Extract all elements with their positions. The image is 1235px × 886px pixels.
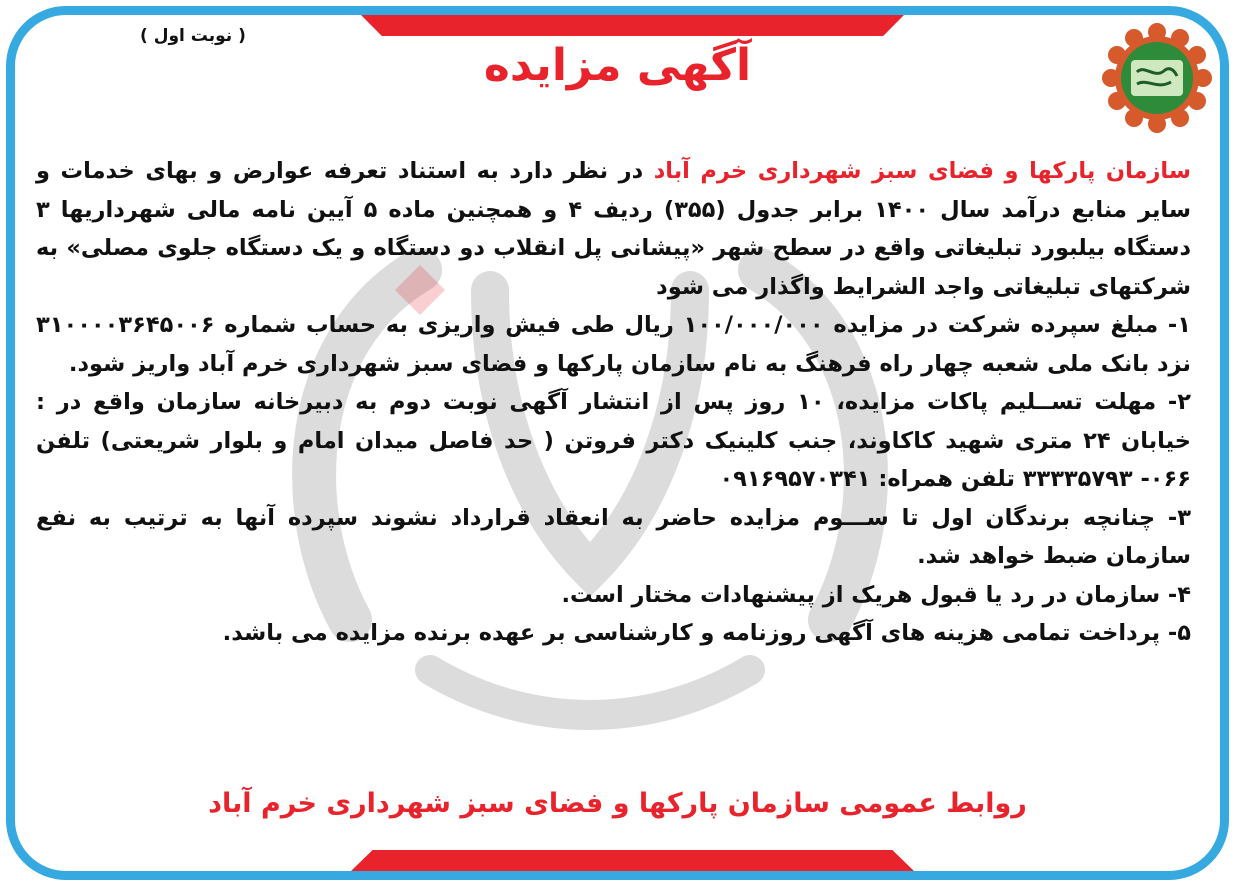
- page-title: آگهی مزایده: [483, 40, 752, 91]
- intro-paragraph: [36, 152, 1191, 306]
- condition-item-5: ۵- پرداخت تمامی هزینه های آگهی روزنامه و کارشناسی بر عهده برنده مزایده می باشد.: [222, 620, 1191, 646]
- announcement-body: [36, 152, 1191, 653]
- condition-item-4: ۴- سازمان در رد یا قبول هریک از پیشنهادات مختار است.: [561, 581, 1191, 608]
- condition-item-1: ۱- مبلغ سپرده شرکت در مزایده ۱۰۰/۰۰۰/۰۰۰ ریال طی فیش واریزی به حساب شماره ۳۱۰۰۰۰۳۶۴۵۰۰۶ نزد بانک ملی شعبه چهار راه فرهنگ به نام سازمان پارکها و فضای سبز شهرداری خرم آباد واریز شود.: [36, 312, 1192, 377]
- condition-item-3: ۳- چنانچه برندگان اول تا ســـوم مزایده حاضر به انعقاد قرارداد نشوند سپرده آنها به ترتیب به نفع سازمان ضبط خواهد شد.: [36, 504, 1191, 569]
- frame-bottom-tab: [350, 850, 915, 872]
- organization-name: سازمان پارکها و فضای سبز شهرداری خرم آباد: [653, 158, 1191, 184]
- intro-text: در نظر دارد به استناد تعرفه عوارض و بهای خدمات و سایر منابع درآمد سال ۱۴۰۰ برابر جدول (۳۵۵) ردیف ۴ و همچنین ماده ۵ آیین نامه مالی شهرداریها ۳ دستگاه بیلبورد تبلیغاتی واقع در سطح شهر «پیشانی پل انقلاب دو دستگاه و یک دستگاه جلوی مصلی» به شرکتهای تبلیغاتی واجد الشرایط واگذار می شود: [36, 158, 1191, 300]
- condition-item-2: ۲- مهلت تســلیم پاکات مزایده، ۱۰ روز پس از انتشار آگهی نوبت دوم به دبیرخانه سازمان واقع در : خیابان ۲۴ متری شهید کاکاوند، جنب کلینیک دکتر فروتن ( حد فاصل میدان امام و بلوار شریعتی) تلفن ۰۶۶- ۳۳۳۳۵۷۹۳ تلفن همراه: ۰۹۱۶۹۵۷۰۳۴۱: [36, 389, 1191, 492]
- publication-round-label: ( نوبت اول ): [140, 26, 246, 46]
- footer-signature: روابط عمومی سازمان پارکها و فضای سبز شهرداری خرم آباد: [208, 788, 1027, 819]
- frame-top-tab: [360, 14, 905, 36]
